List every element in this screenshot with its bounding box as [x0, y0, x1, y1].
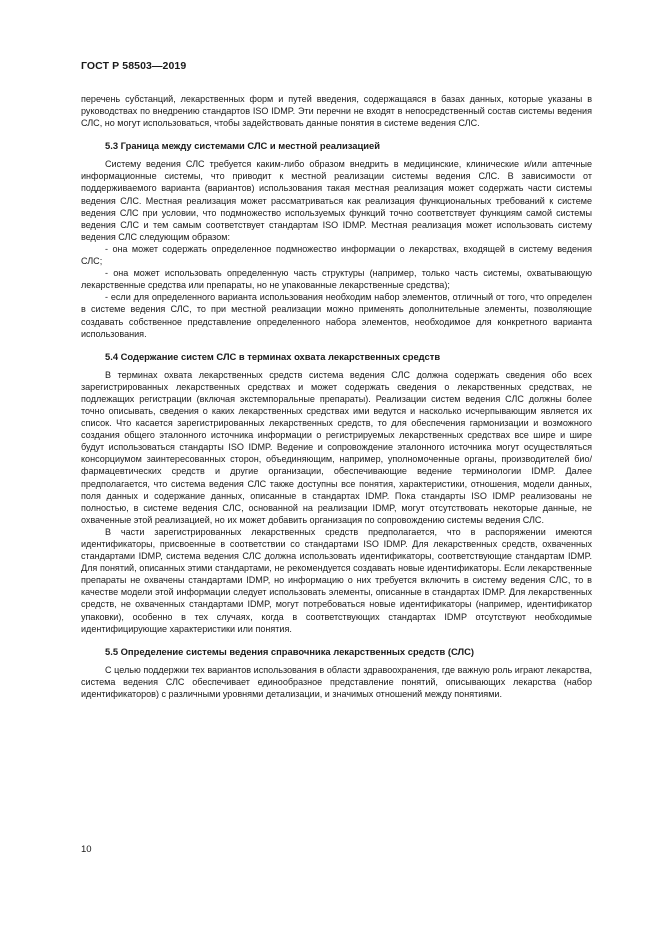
page-number: 10 [81, 844, 92, 855]
document-header: ГОСТ Р 58503—2019 [81, 60, 187, 72]
page-body [81, 93, 592, 700]
section-5-5-title: 5.5 Определение системы ведения справочника лекарственных средств (СЛС) [105, 645, 475, 657]
section-5-4-title: 5.4 Содержание систем СЛС в терминах охвата лекарственных средств [105, 350, 441, 362]
section-5-3-paragraph: Систему ведения СЛС требуется каким-либо образом внедрить в медицинские, клинические и/или аптечные информационные системы, что приводит к местной реализации системы ведения СЛС. В зависимости от поддерживаемого варианта (вариантов) использования такая местная реализация может содержать части системы ведения СЛС. Местная реализация может рассматриваться как реализация функциональных требований к системе ведения СЛС при условии, что подмножество используемых функций точно соответствует функциям самой системы ведения СЛС и тем самым соответствует стандартам ISO IDMP. Местная реализация может использовать систему ведения СЛС следующим образом: [81, 159, 592, 242]
section-5-5-paragraph: С целью поддержки тех вариантов использования в области здравоохранения, где важную роль играют лекарства, система ведения СЛС обеспечивает единообразное представление понятий, описывающих лекарства (набор идентификаторов) с различными уровнями детализации, и значимых отношений между понятиями. [81, 664, 592, 699]
section-5-4-paragraph-2: В части зарегистрированных лекарственных средств предполагается, что в распоряжении имеются идентификаторы, присвоенные в соответствии со стандартами ISO IDMP. Для лекарственных средств, охваченных стандартами IDMP, система ведения СЛС должна использовать идентификаторы, соответствующие стандартам IDMP. Для понятий, описанных этими стандартами, не рекомендуется создавать новые идентификаторы. Если лекарственные препараты не охвачены стандартами IDMP, но информацию о них требуется включить в систему ведения СЛС, то в качестве модели этой информации следует использовать элементы, описанные в стандартах IDMP. Для лекарственных средств, не охваченных стандартами IDMP, могут потребоваться новые идентификаторы (например, идентификатор упаковки), особенно в тех случаях, когда в соответствующих стандартах IDMP отсутствуют необходимые идентифицирующие характеристики или понятия. [81, 526, 592, 634]
section-5-3-bullet-2: - она может использовать определенную часть структуры (например, только часть системы, охватывающую лекарственные средства или препараты, но не упакованные лекарственные средства); [81, 268, 592, 291]
intro-paragraph: перечень субстанций, лекарственных форм и путей введения, содержащаяся в базах данных, которые указаны в руководствах по внедрению стандартов ISO IDMP. Эти перечни не входят в непосредственный состав системы ведения СЛС, но могут использоваться, чтобы задействовать данные понятия в системе ведения СЛС. [81, 94, 592, 129]
section-5-3-bullet-1: - она может содержать определенное подмножество информации о лекарствах, входящей в систему ведения СЛС; [81, 243, 592, 267]
section-5-3-bullet-3: - если для определенного варианта использования необходим набор элементов, отличный от того, что определен в системе ведения СЛС, то при местной реализации можно применять дополнительные элементы, позволяющие создавать собственное представление определенного набора элементов, необходимое для конкретного варианта использования. [81, 292, 592, 339]
section-5-3-title: 5.3 Граница между системами СЛС и местной реализацией [105, 140, 380, 152]
section-5-4-paragraph-1: В терминах охвата лекарственных средств система ведения СЛС должна содержать сведения обо всех зарегистрированных лекарственных средствах и может содержать сведения о лекарственных средствах, не подлежащих регистрации (включая экстемпоральные препараты). Реализации систем ведения СЛС должны более точно описывать, сведения о каких лекарственных средствах ими ведутся и насколько исчерпывающим является их список. Что касается зарегистрированных лекарственных средств, то для обеспечения гармонизации и возможного создания общего эталонного источника информации о регистрируемых лекарственных средствах все шире и шире будут использоваться стандарты ISO IDMP. Ведение и сопровождение эталонного источника могут осуществляться консорциумом заинтересованных сторон, объединяющим, например, уполномоченные органы, производителей био/фармацевтических средств и другие организации, обеспечивающие ведение терминологии IDMP. Далее предполагается, что система ведения СЛС также доступны все понятия, характеристики, отношения, модели данных, поля данных и содержание данных, описанные в стандартах IDMP. Пока стандарты ISO IDMP реализованы не полностью, в системе ведения СЛС, основанной на реализации IDMP, могут отсутствовать некоторые данные, не охваченные этой реализацией, но их может добавить организация по сопровождению системы ведения СЛС. [81, 369, 592, 525]
